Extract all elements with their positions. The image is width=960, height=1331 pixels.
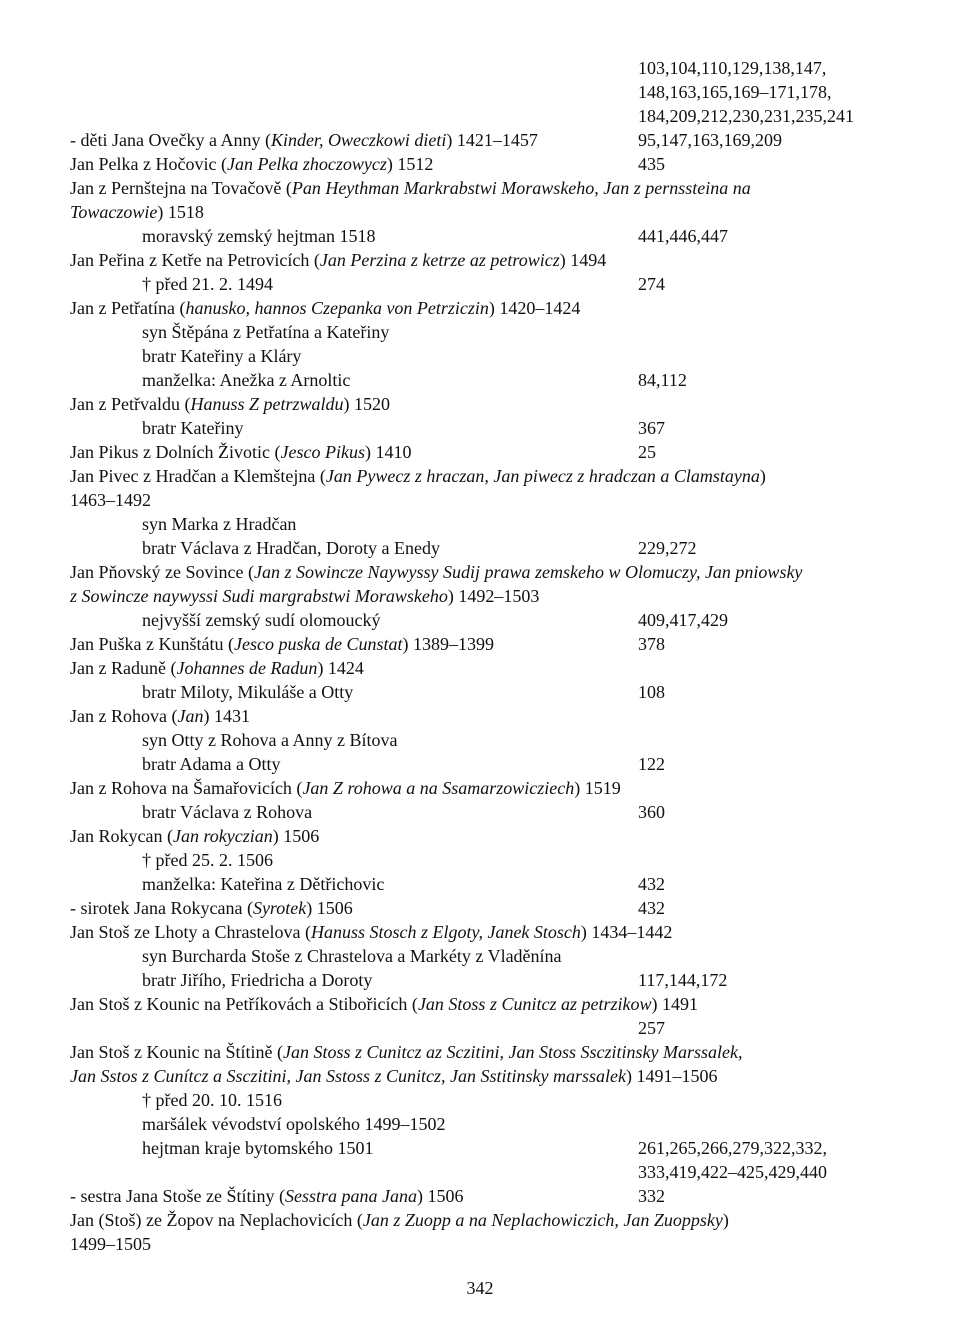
- entry-detail: † před 20. 10. 1516: [142, 1090, 282, 1110]
- page-number: 342: [466, 1278, 494, 1298]
- entry-detail: † před 25. 2. 1506: [142, 850, 273, 870]
- page-refs: 108: [638, 682, 665, 702]
- index-entry: - sirotek Jana Rokycana (Syrotek) 1506: [70, 898, 353, 918]
- page-refs: 117,144,172: [638, 970, 728, 990]
- entry-detail: manželka: Kateřina z Dětřichovic: [142, 874, 385, 894]
- page-refs: 122: [638, 754, 665, 774]
- index-entry: - děti Jana Ovečky a Anny (Kinder, Oweczkowi dieti) 1421–1457: [70, 130, 538, 150]
- index-entry: Jan Rokycan (Jan rokyczian) 1506: [70, 826, 320, 846]
- entry-detail: bratr Kateřiny a Kláry: [142, 346, 302, 366]
- index-entry: Jan z Petřatína (hanusko, hannos Czepanka von Petrziczin) 1420–1424: [70, 298, 581, 318]
- page-refs: 84,112: [638, 370, 687, 390]
- entry-detail: syn Burcharda Stoše z Chrastelova a Markéty z Vladěnína: [142, 946, 562, 966]
- page-refs: 148,163,165,169–171,178,: [638, 82, 832, 102]
- page-refs: 435: [638, 154, 665, 174]
- index-entry: Jan Stoš ze Lhoty a Chrastelova (Hanuss Stosch z Elgoty, Janek Stosch) 1434–1442: [70, 922, 673, 942]
- index-entry-continuation: Jan Sstos z Cunítcz a Ssczitini, Jan Sstoss z Cunitcz, Jan Sstitinsky marssalek) 1491–1506: [70, 1066, 718, 1086]
- index-entry-continuation: 1463–1492: [70, 490, 151, 510]
- page-refs: 257: [638, 1018, 665, 1038]
- index-entry: Jan Puška z Kunštátu (Jesco puska de Cunstat) 1389–1399: [70, 634, 494, 654]
- index-entry: Jan z Pernštejna na Tovačově (Pan Heythman Markrabstwi Morawskeho, Jan z pernssteina na: [70, 178, 751, 198]
- entry-detail: bratr Jiřího, Friedricha a Doroty: [142, 970, 373, 990]
- page-refs: 360: [638, 802, 665, 822]
- index-entry: Jan Pňovský ze Sovince (Jan z Sowincze Naywyssy Sudij prawa zemskeho w Olomuczy, Jan pniowsky: [70, 562, 803, 582]
- page-refs: 229,272: [638, 538, 697, 558]
- page-refs: 103,104,110,129,138,147,: [638, 58, 827, 78]
- page-refs: 274: [638, 274, 665, 294]
- entry-detail: syn Otty z Rohova a Anny z Bítova: [142, 730, 398, 750]
- page-refs: 333,419,422–425,429,440: [638, 1162, 827, 1182]
- entry-detail: moravský zemský hejtman 1518: [142, 226, 376, 246]
- page-refs: 432: [638, 898, 665, 918]
- entry-detail: † před 21. 2. 1494: [142, 274, 273, 294]
- page-refs: 261,265,266,279,322,332,: [638, 1138, 827, 1158]
- index-entry: Jan z Petřvaldu (Hanuss Z petrzwaldu) 1520: [70, 394, 390, 414]
- index-entry: Jan (Stoš) ze Žopov na Neplachovicích (Jan z Zuopp a na Neplachowiczich, Jan Zuoppsky): [70, 1210, 729, 1230]
- page-refs: 367: [638, 418, 665, 438]
- index-entry: Jan Stoš z Kounic na Štítině (Jan Stoss z Cunitcz az Sczitini, Jan Stoss Ssczitinsky Marssalek,: [70, 1042, 743, 1062]
- index-entry-continuation: z Sowincze naywyssi Sudi margrabstwi Morawskeho) 1492–1503: [70, 586, 540, 606]
- entry-detail: bratr Miloty, Mikuláše a Otty: [142, 682, 354, 702]
- entry-detail: bratr Adama a Otty: [142, 754, 281, 774]
- index-entry: Jan z Rohova (Jan) 1431: [70, 706, 250, 726]
- index-entry: Jan Stoš z Kounic na Petříkovách a Stibořicích (Jan Stoss z Cunitcz az petrzikow) 1491: [70, 994, 698, 1014]
- index-entry: Jan Pikus z Dolních Životic (Jesco Pikus) 1410: [70, 442, 412, 462]
- index-entry: - sestra Jana Stoše ze Štítiny (Sesstra pana Jana) 1506: [70, 1186, 464, 1206]
- entry-detail: bratr Václava z Rohova: [142, 802, 313, 822]
- entry-detail: nejvyšší zemský sudí olomoucký: [142, 610, 381, 630]
- entry-detail: maršálek vévodství opolského 1499–1502: [142, 1114, 446, 1134]
- entry-detail: syn Marka z Hradčan: [142, 514, 297, 534]
- page-refs: 409,417,429: [638, 610, 728, 630]
- index-entry: Jan z Raduně (Johannes de Radun) 1424: [70, 658, 364, 678]
- index-entry-continuation: Towaczowie) 1518: [70, 202, 204, 222]
- index-entry: Jan z Rohova na Šamařovicích (Jan Z rohowa a na Ssamarzowicziech) 1519: [70, 778, 621, 798]
- entry-detail: manželka: Anežka z Arnoltic: [142, 370, 351, 390]
- page-refs: 332: [638, 1186, 665, 1206]
- entry-detail: syn Štěpána z Petřatína a Kateřiny: [142, 322, 390, 342]
- entry-detail: hejtman kraje bytomského 1501: [142, 1138, 374, 1158]
- page-refs: 378: [638, 634, 665, 654]
- index-entry: Jan Pivec z Hradčan a Klemštejna (Jan Pywecz z hraczan, Jan piwecz z hradczan a Clamstayna): [70, 466, 766, 486]
- index-entry: Jan Peřina z Ketře na Petrovicích (Jan Perzina z ketrze az petrowicz) 1494: [70, 250, 607, 270]
- page-refs: 432: [638, 874, 665, 894]
- index-entry: Jan Pelka z Hočovic (Jan Pelka zhoczowycz) 1512: [70, 154, 434, 174]
- page-refs: 25: [638, 442, 656, 462]
- index-entry-continuation: 1499–1505: [70, 1234, 151, 1254]
- page-refs: 184,209,212,230,231,235,241: [638, 106, 854, 126]
- page-refs: 441,446,447: [638, 226, 728, 246]
- entry-detail: bratr Václava z Hradčan, Doroty a Enedy: [142, 538, 441, 558]
- page-refs: 95,147,163,169,209: [638, 130, 782, 150]
- entry-detail: bratr Kateřiny: [142, 418, 244, 438]
